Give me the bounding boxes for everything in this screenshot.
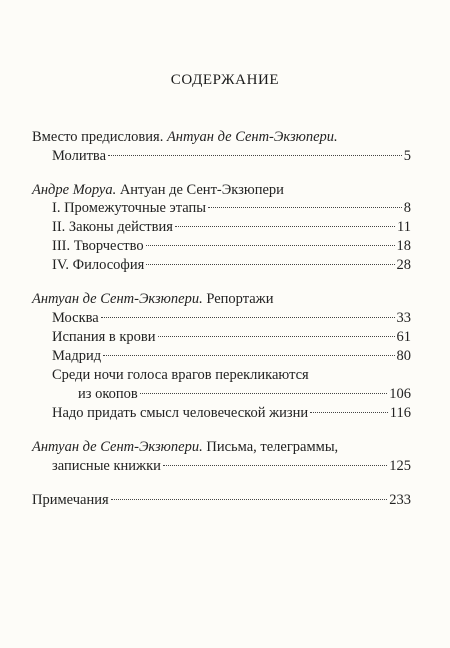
- section-subject: Антуан де Сент-Экзюпери: [116, 182, 284, 198]
- section-heading: [32, 289, 273, 309]
- preface-heading: [32, 127, 338, 147]
- toc-entry-title-line2: из окопов: [78, 386, 138, 402]
- toc-entry-title: Мадрид: [52, 348, 102, 364]
- toc-entry-title: III. Творчество: [52, 238, 144, 254]
- toc-entry-title: Надо придать смысл человеческой жизни: [52, 405, 309, 421]
- leader-dots: [158, 336, 395, 337]
- section-subject: Репортажи: [202, 291, 274, 307]
- toc-entry-title: IV. Философия: [52, 257, 145, 273]
- toc-entry-page: 233: [389, 492, 411, 508]
- section-heading: [32, 180, 284, 200]
- toc-entry-title: Москва: [52, 310, 99, 326]
- toc-entry-page: 125: [389, 458, 411, 474]
- toc-entry-page: 8: [403, 200, 411, 216]
- leader-dots: [208, 207, 402, 208]
- toc-entry[interactable]: [52, 146, 411, 166]
- section-subject: Письма, телеграммы,: [202, 439, 339, 455]
- toc-entry-page: 106: [389, 386, 411, 402]
- toc-entry-page: 5: [403, 148, 411, 164]
- leader-dots: [175, 226, 395, 227]
- leader-dots: [310, 412, 388, 413]
- page-title: СОДЕРЖАНИЕ: [170, 72, 280, 88]
- toc-entry-title: Примечания: [32, 492, 109, 508]
- toc-entry[interactable]: [52, 236, 411, 256]
- leader-dots: [146, 245, 395, 246]
- toc-entry-page: 28: [396, 257, 411, 273]
- toc-entry[interactable]: [52, 456, 411, 476]
- toc-entry-title: записные книжки: [52, 458, 161, 474]
- toc-entry[interactable]: [52, 255, 411, 275]
- toc-entry[interactable]: [52, 346, 411, 366]
- toc-entry-page: 61: [396, 329, 411, 345]
- toc-entry[interactable]: [52, 198, 411, 218]
- leader-dots: [111, 499, 388, 500]
- toc-entry-page: 18: [396, 238, 411, 254]
- toc-entry-page: 11: [397, 219, 411, 235]
- toc-entry-page: 80: [396, 348, 411, 364]
- preface-label: Вместо предисловия.: [32, 129, 167, 145]
- section-author: Антуан де Сент-Экзюпери.: [32, 439, 203, 455]
- leader-dots: [146, 264, 394, 265]
- toc-entry-title: II. Законы действия: [52, 219, 173, 235]
- toc-entry-title-line1[interactable]: Среди ночи голоса врагов перекликаются: [52, 367, 309, 383]
- toc-entry-page: 33: [396, 310, 411, 326]
- toc-entry[interactable]: [52, 308, 411, 328]
- leader-dots: [103, 355, 394, 356]
- toc-entry-title: Испания в крови: [52, 329, 156, 345]
- leader-dots: [163, 465, 387, 466]
- toc-entry[interactable]: [52, 403, 411, 423]
- preface-author: Антуан де Сент-Экзюпери.: [166, 129, 338, 145]
- toc-entry-title: Молитва: [52, 148, 107, 164]
- leader-dots: [108, 155, 402, 156]
- leader-dots: [101, 317, 395, 318]
- toc-entry[interactable]: [78, 384, 411, 404]
- section-author: Антуан де Сент-Экзюпери.: [32, 291, 203, 307]
- section-heading: [32, 437, 338, 457]
- toc-entry[interactable]: [52, 327, 411, 347]
- toc-entry[interactable]: [32, 490, 411, 510]
- toc-entry-title: I. Промежуточные этапы: [52, 200, 207, 216]
- leader-dots: [140, 393, 387, 394]
- section-author: Андре Моруа.: [32, 182, 117, 198]
- toc-entry-page: 116: [389, 405, 411, 421]
- toc-entry[interactable]: [52, 217, 411, 237]
